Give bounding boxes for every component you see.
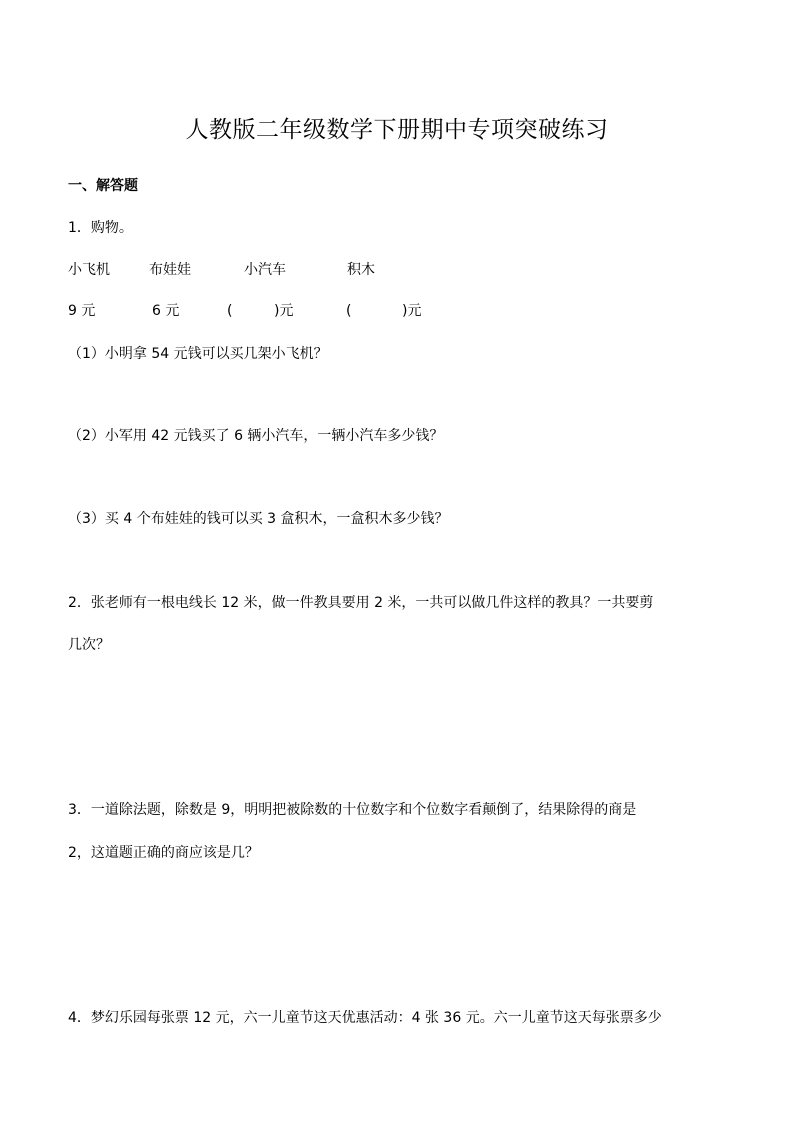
question-4-line-1: 4．梦幻乐园每张票 12 元，六一儿童节这天优惠活动：4 张 36 元。六一儿童节这天每张票多少 xyxy=(68,1010,662,1026)
price-blocks-close: )元 xyxy=(402,303,422,319)
price-car-close: )元 xyxy=(274,303,294,319)
question-3-line-1: 3．一道除法题，除数是 9，明明把被除数的十位数字和个位数字看颠倒了，结果除得的商是 xyxy=(68,802,637,818)
item-doll: 布娃娃 xyxy=(149,262,191,278)
item-toy-plane: 小飞机 xyxy=(68,262,110,278)
question-3-line-2: 2，这道题正确的商应该是几？ xyxy=(68,845,259,861)
price-car-open-paren: ( xyxy=(227,303,233,319)
question-1-part-2: （2）小军用 42 元钱买了 6 辆小汽车，一辆小汽车多少钱？ xyxy=(68,428,444,444)
question-1-stem: 1．购物。 xyxy=(68,220,133,236)
question-1-part-3: （3）买 4 个布娃娃的钱可以买 3 盒积木，一盒积木多少钱？ xyxy=(68,511,449,527)
question-1-part-1: （1）小明拿 54 元钱可以买几架小飞机？ xyxy=(68,346,328,362)
price-doll: 6 元 xyxy=(152,303,180,319)
price-blocks-open-paren: ( xyxy=(346,303,352,319)
page-title: 人教版二年级数学下册期中专项突破练习 xyxy=(185,117,609,143)
section-heading: 一、解答题 xyxy=(68,178,138,194)
price-toy-plane: 9 元 xyxy=(68,303,96,319)
item-blocks: 积木 xyxy=(347,262,375,278)
item-toy-car: 小汽车 xyxy=(244,262,286,278)
question-2-line-2: 几次？ xyxy=(68,637,110,653)
question-2-line-1: 2．张老师有一根电线长 12 米，做一件教具要用 2 米，一共可以做几件这样的教具？一共要剪 xyxy=(68,595,654,611)
